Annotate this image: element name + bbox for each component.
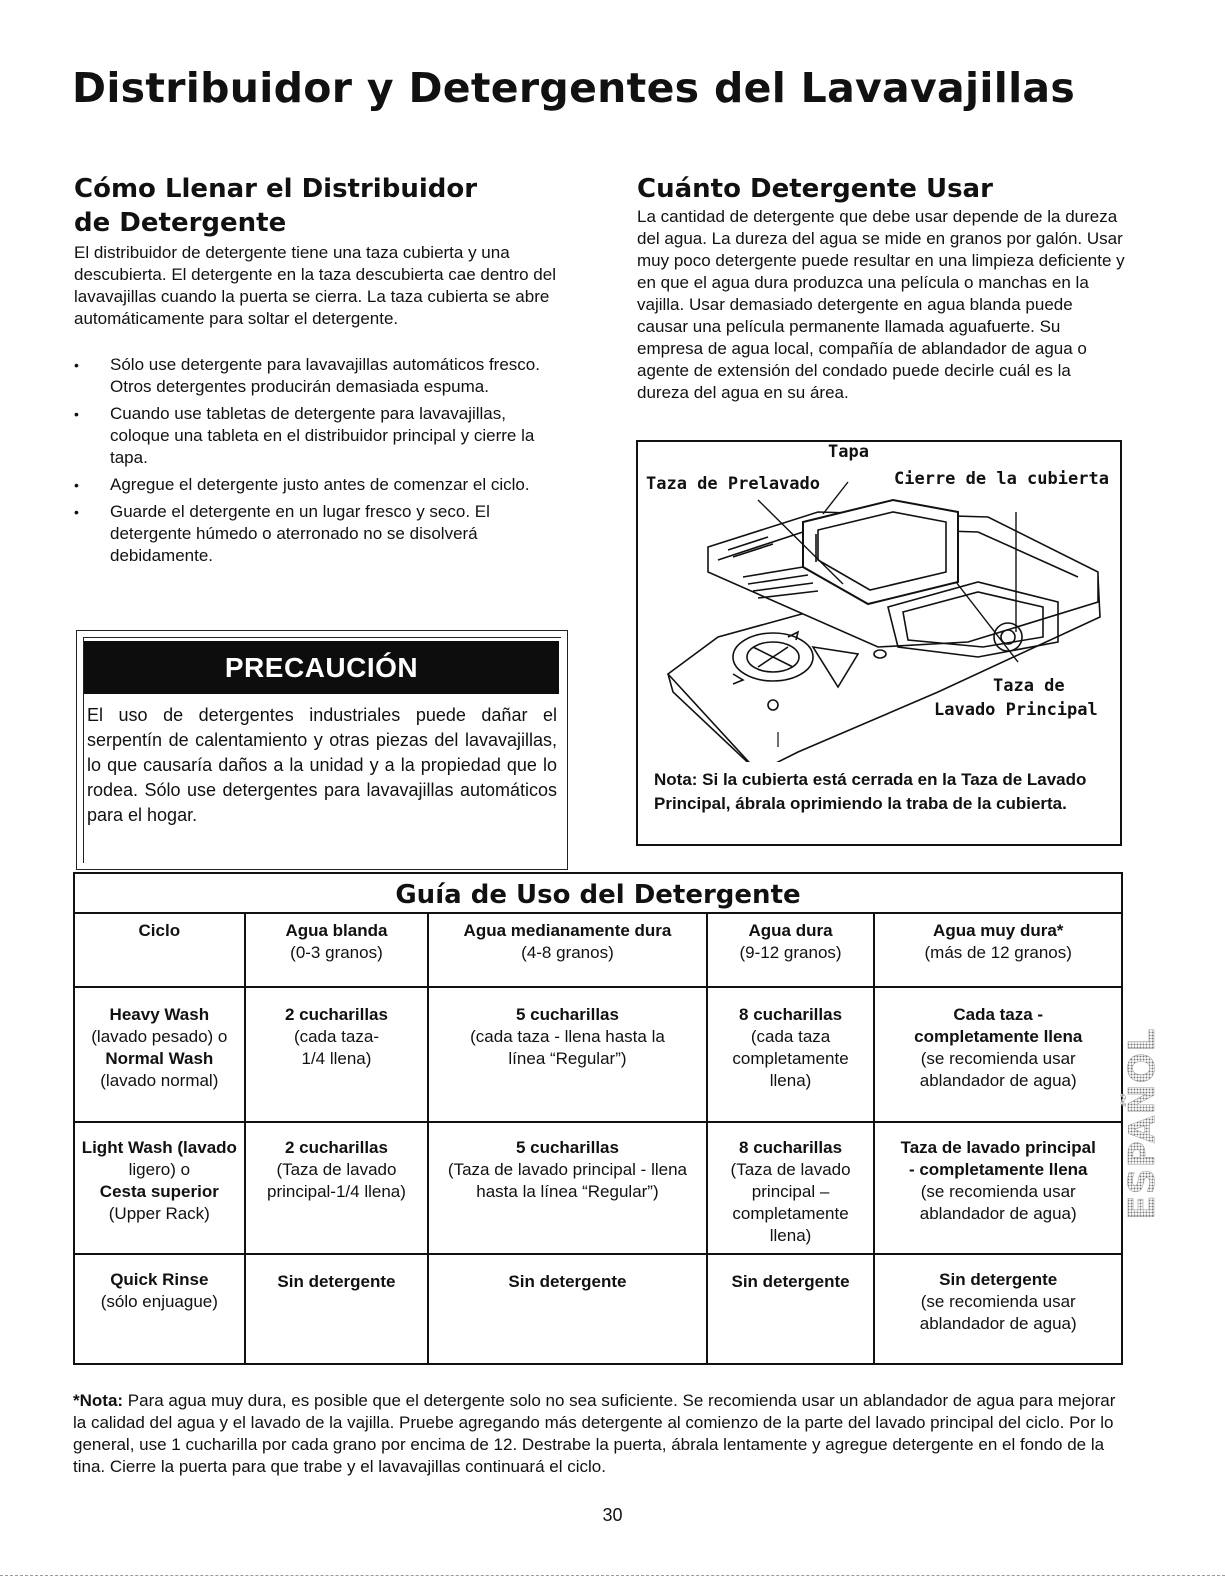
figure-note: Nota: Si la cubierta está cerrada en la Taza de Lavado Principal, ábrala oprimiendo la traba de la cubierta. xyxy=(654,770,1087,813)
label-taza-prelavado: Taza de Prelavado xyxy=(646,474,820,494)
footnote xyxy=(73,1390,1128,1478)
cycle-cell: Quick Rinse (sólo enjuague) xyxy=(74,1254,245,1364)
dispenser-figure xyxy=(636,440,1122,846)
left-heading: Cómo Llenar el Distribuidor de Detergente xyxy=(74,174,478,238)
muy-dura-cell: Sin detergente (se recomienda usar ablandador de agua) xyxy=(874,1254,1122,1364)
left-column xyxy=(74,172,564,572)
page-title: Distribuidor y Detergentes del Lavavajillas xyxy=(72,64,1076,112)
side-tab-text: ESPAÑOL xyxy=(1122,1027,1163,1220)
header-ciclo: Ciclo xyxy=(74,913,245,987)
header-agua-muy-dura: Agua muy dura* (más de 12 granos) xyxy=(874,913,1122,987)
blanda-cell: 2 cucharillas (cada taza- 1/4 llena) xyxy=(245,987,429,1122)
right-heading: Cuánto Detergente Usar xyxy=(637,174,993,204)
side-tab-graphic xyxy=(1120,1000,1165,1222)
header-agua-mediana: Agua medianamente dura (4-8 granos) xyxy=(428,913,706,987)
caution-text: El uso de detergentes industriales puede dañar el serpentín de calentamiento y otras piezas del lavavajillas, lo que causaría daños a la unidad y a la propiedad que lo rodea. Sólo use detergentes para lavavajillas automáticos para el hogar. xyxy=(87,705,557,825)
list-item: • Cuando use tabletas de detergente para lavavajillas, coloque una tableta en el distribuidor principal y cierre la tapa. xyxy=(74,403,564,469)
header-agua-blanda: Agua blanda (0-3 granos) xyxy=(245,913,429,987)
footnote-text: Para agua muy dura, es posible que el detergente solo no sea suficiente. Se recomienda usar un ablandador de agua para mejorar la calidad del agua y el lavado de la vajilla. Pruebe agregando más detergente al comienzo de la parte del lavado principal del ciclo. Por lo general, use 1 cucharilla por cada grano por encima de 12. Destrabe la puerta, ábrala lentamente y agregue detergente en el fondo de la tina. Cierre la puerta para que trabe y el lavavajillas continuará el ciclo. xyxy=(73,1391,1116,1476)
caution-box xyxy=(76,630,568,870)
muy-dura-cell: Taza de lavado principal - completamente llena (se recomienda usar ablandador de agua) xyxy=(874,1122,1122,1254)
table-row xyxy=(74,1122,1122,1254)
mediana-cell: 5 cucharillas (Taza de lavado principal - llena hasta la línea “Regular”) xyxy=(428,1122,706,1254)
cycle-cell: Heavy Wash (lavado pesado) o Normal Wash (lavado normal) xyxy=(74,987,245,1122)
dura-cell: 8 cucharillas (cada taza completamente llena) xyxy=(707,987,875,1122)
list-item: • Sólo use detergente para lavavajillas automáticos fresco. Otros detergentes producirán demasiada espuma. xyxy=(74,354,564,398)
list-item: • Guarde el detergente en un lugar fresco y seco. El detergente húmedo o aterronado no se disolverá debidamente. xyxy=(74,501,564,567)
muy-dura-cell: Cada taza - completamente llena (se recomienda usar ablandador de agua) xyxy=(874,987,1122,1122)
right-column xyxy=(637,172,1125,404)
dura-cell: 8 cucharillas (Taza de lavado principal – completamente llena) xyxy=(707,1122,875,1254)
left-intro: El distribuidor de detergente tiene una taza cubierta y una descubierta. El detergente en la taza descubierta cae dentro del lavavajillas cuando la puerta se cierra. La taza cubierta se abre automáticamente para soltar el detergente. xyxy=(74,243,556,328)
page-number: 30 xyxy=(602,1505,623,1525)
detergent-guide-table xyxy=(73,872,1123,1365)
label-tapa: Tapa xyxy=(828,442,869,462)
caution-heading: PRECAUCIÓN xyxy=(84,641,559,694)
table-row xyxy=(74,987,1122,1122)
dura-cell: Sin detergente xyxy=(707,1254,875,1364)
label-cierre-cubierta: Cierre de la cubierta xyxy=(894,469,1109,489)
page-edge-divider xyxy=(0,1575,1225,1576)
left-bullet-list xyxy=(74,354,564,567)
blanda-cell: Sin detergente xyxy=(245,1254,429,1364)
right-text: La cantidad de detergente que debe usar depende de la dureza del agua. La dureza del agua se mide en granos por galón. Usar muy poco detergente puede resultar en una limpieza deficiente y en que el agua dura produzca una película o manchas en la vajilla. Usar demasiado detergente en agua blanda puede causar una película permanente llamada aguafuerte. Su empresa de agua local, compañía de ablandador de agua o agente de extensión del condado puede decirle cuál es la dureza del agua en su área. xyxy=(637,207,1125,402)
label-taza-de: Taza de xyxy=(993,676,1065,696)
table-caption-row xyxy=(74,873,1122,913)
language-side-tab xyxy=(1120,1000,1165,1222)
cycle-cell: Light Wash (lavado ligero) o Cesta superior (Upper Rack) xyxy=(74,1122,245,1254)
table-row xyxy=(74,1254,1122,1364)
header-agua-dura: Agua dura (9-12 granos) xyxy=(707,913,875,987)
mediana-cell: Sin detergente xyxy=(428,1254,706,1364)
blanda-cell: 2 cucharillas (Taza de lavado principal-1/4 llena) xyxy=(245,1122,429,1254)
table-header-row xyxy=(74,913,1122,987)
mediana-cell: 5 cucharillas (cada taza - llena hasta la línea “Regular”) xyxy=(428,987,706,1122)
list-item: • Agregue el detergente justo antes de comenzar el ciclo. xyxy=(74,474,564,496)
label-lavado-principal: Lavado Principal xyxy=(934,700,1098,720)
footnote-label: *Nota: xyxy=(73,1391,124,1410)
table-caption: Guía de Uso del Detergente xyxy=(74,873,1122,913)
